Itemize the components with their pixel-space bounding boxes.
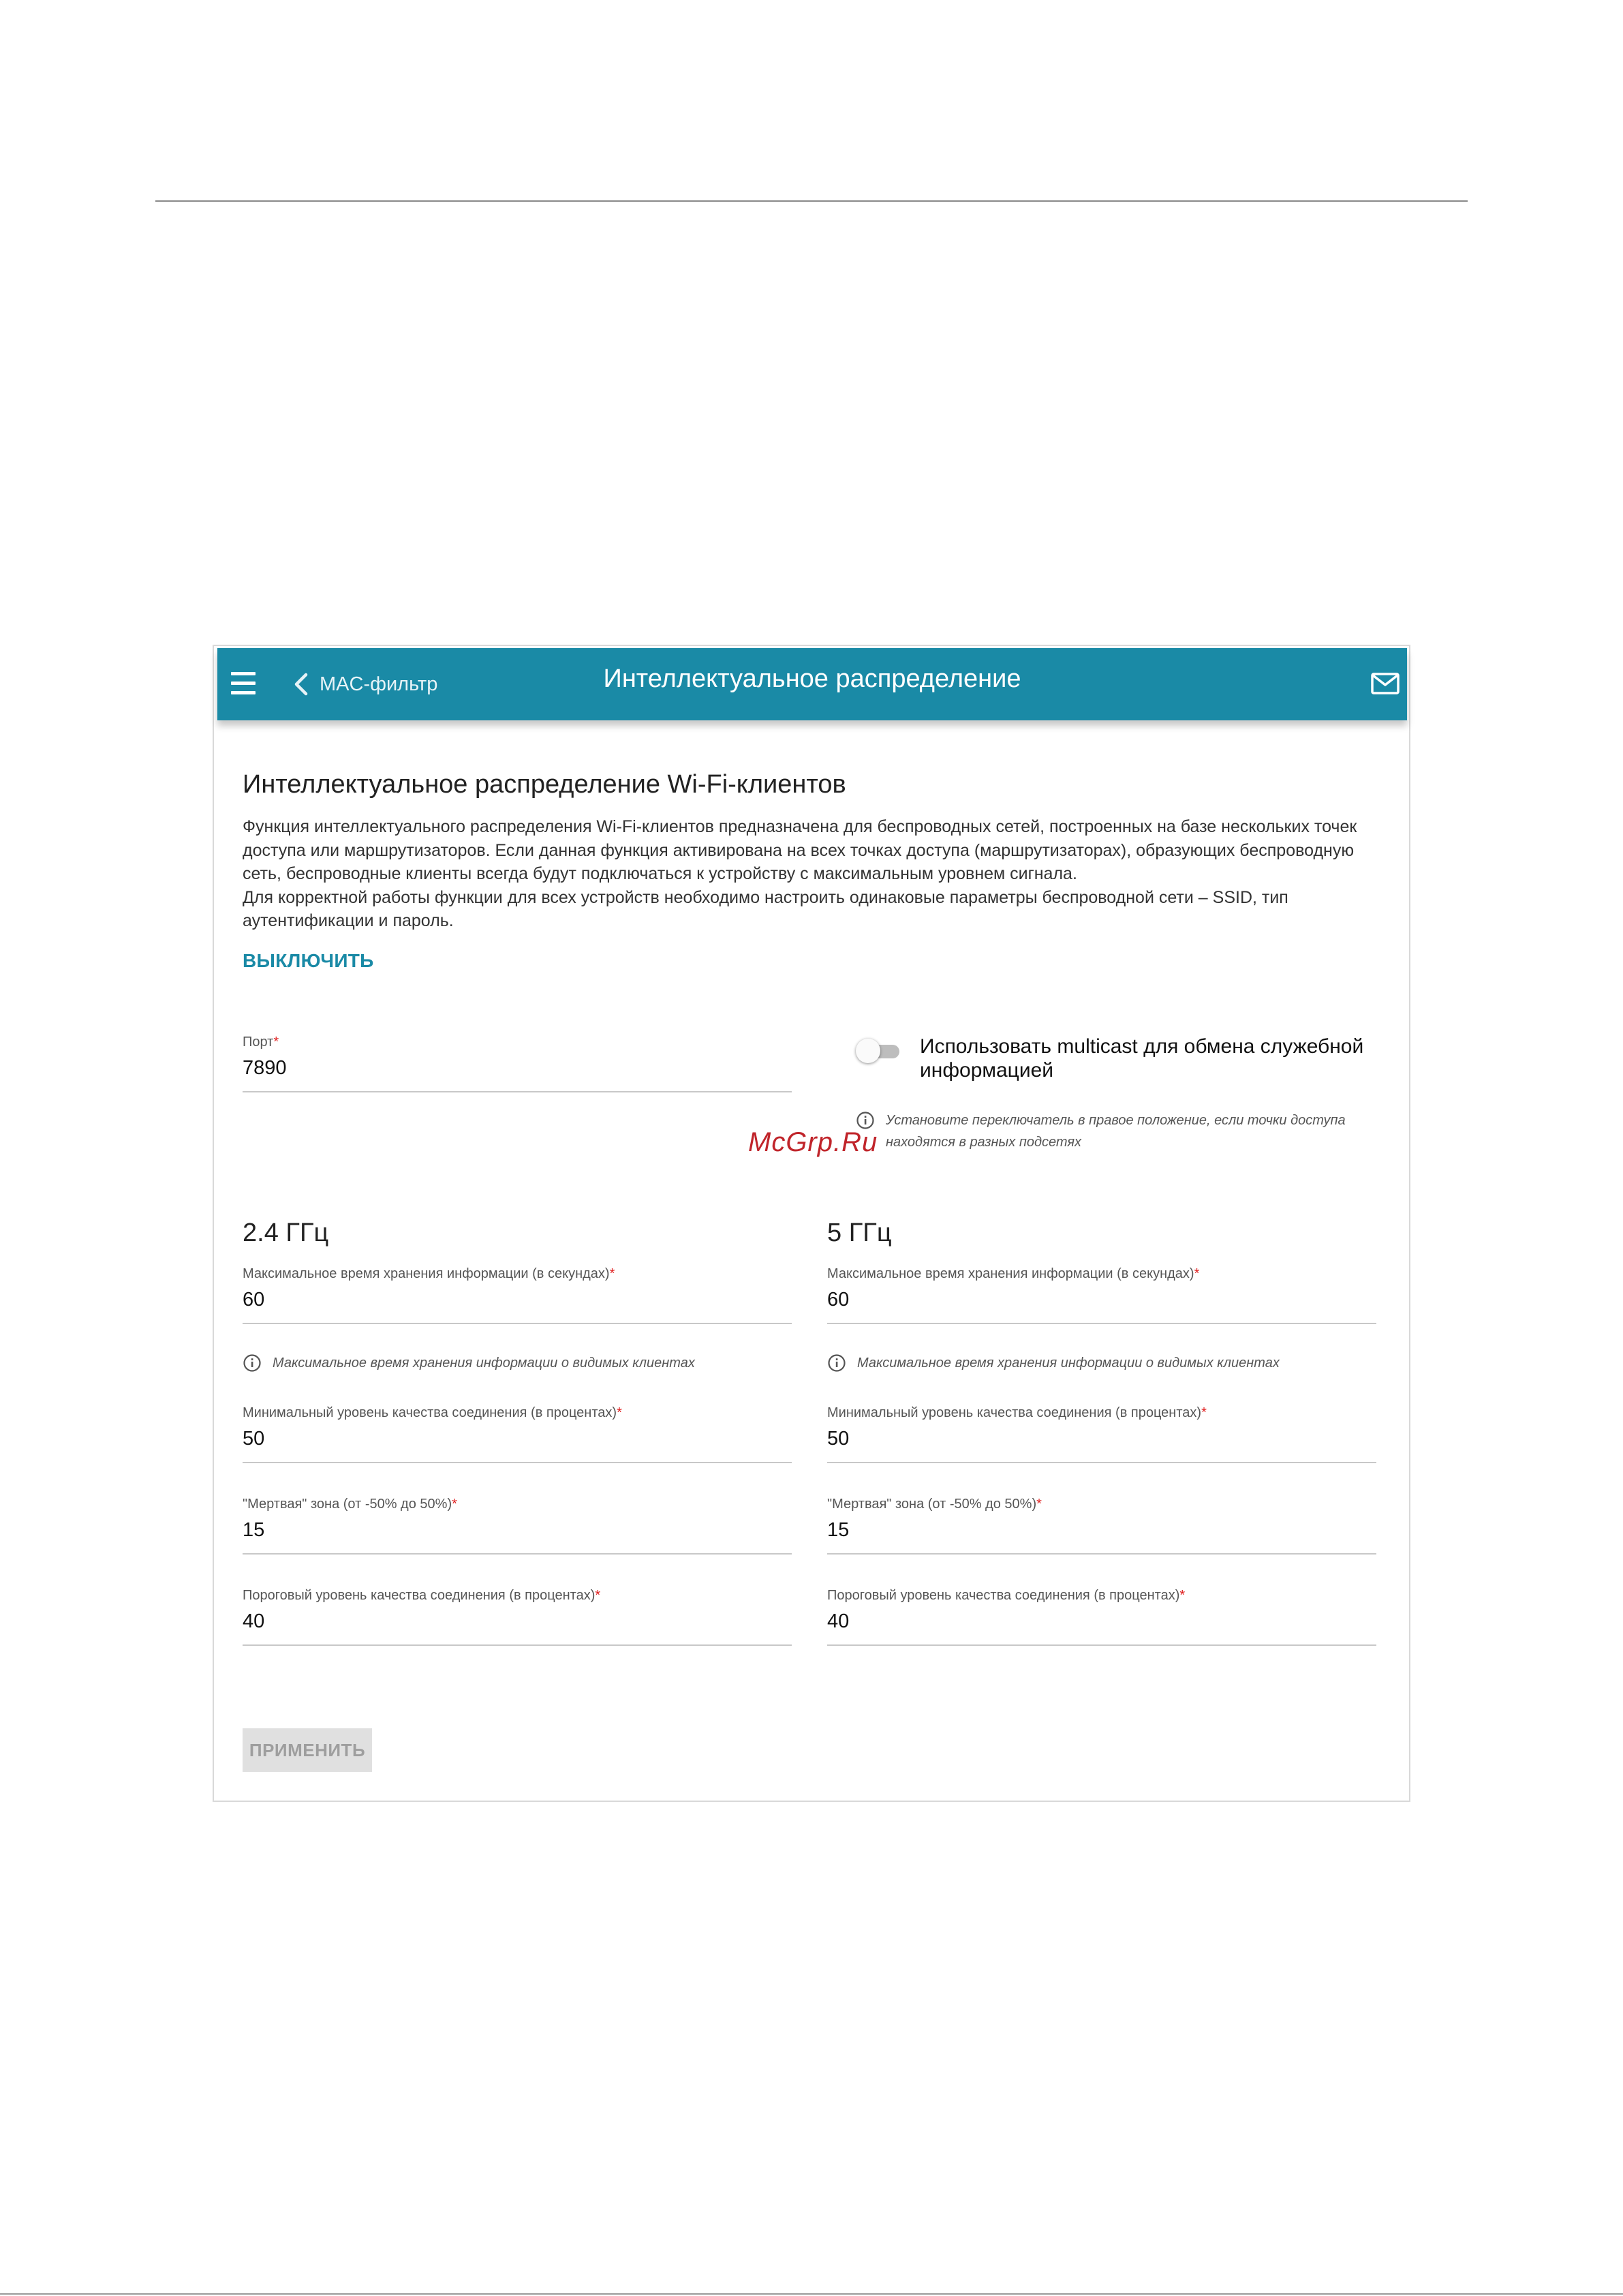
band-5-max-time-field[interactable]: Максимальное время хранения информации (в секундах)* 60 (827, 1266, 1376, 1324)
disable-function-link[interactable]: ВЫКЛЮЧИТЬ (243, 950, 374, 971)
description-paragraph: Для корректной работы функции для всех устройств необходимо настроить одинаковые параметры беспроводной сети – SSID, тип аутентификации и пароль. (243, 887, 1288, 930)
band-24-max-time-input[interactable]: 60 (243, 1289, 792, 1324)
band-24-min-quality-input[interactable]: 50 (243, 1428, 792, 1463)
page-footer-rule (0, 2293, 1623, 2295)
band-5-threshold-field[interactable]: Пороговый уровень качества соединения (в процентах)* 40 (827, 1588, 1376, 1646)
page-header-rule (155, 200, 1468, 202)
apply-button[interactable]: ПРИМЕНИТЬ (243, 1728, 372, 1772)
port-field[interactable] (243, 1035, 792, 1092)
description-paragraph: Функция интеллектуального распределения Wi-Fi-клиентов предназначена для беспроводных сетей, построенных на базе нескольких точек доступа или маршрутизаторов. Если данная функция активирована на всех точках доступа (маршрутизаторах), образующих беспроводную сеть, беспроводные клиенты всегда будут подключаться к устройству с максимальным уровнем сигнала. (243, 817, 1357, 883)
band-5-max-time-hint: Максимальное время хранения информации о видимых клиентах (827, 1352, 1376, 1374)
band-5-dead-zone-input[interactable]: 15 (827, 1519, 1376, 1555)
band-24-threshold-field[interactable]: Пороговый уровень качества соединения (в процентах)* 40 (243, 1588, 792, 1646)
section-heading: Интеллектуальное распределение Wi-Fi-клиентов (243, 770, 846, 799)
page-title: Интеллектуальное распределение (603, 664, 1021, 693)
band-5-min-quality-field[interactable]: Минимальный уровень качества соединения (в процентах)* 50 (827, 1405, 1376, 1463)
band-5-min-quality-input[interactable]: 50 (827, 1428, 1376, 1463)
band-24-dead-zone-field[interactable]: "Мертвая" зона (от -50% до 50%)* 15 (243, 1497, 792, 1555)
watermark: McGrp.Ru (748, 1127, 878, 1157)
back-link-label: MAC-фильтр (320, 673, 438, 695)
multicast-toggle[interactable] (856, 1039, 899, 1063)
multicast-row (856, 1035, 1390, 1082)
mail-icon[interactable] (1370, 670, 1400, 697)
section-description (243, 815, 1387, 933)
multicast-hint: Установите переключатель в правое положение, если точки доступа находятся в разных подсетях (856, 1109, 1387, 1153)
band-24-title: 2.4 ГГц (243, 1219, 329, 1247)
band-5-max-time-input[interactable]: 60 (827, 1289, 1376, 1324)
band-5-dead-zone-field[interactable]: "Мертвая" зона (от -50% до 50%)* 15 (827, 1497, 1376, 1555)
band-24-min-quality-field[interactable]: Минимальный уровень качества соединения (в процентах)* 50 (243, 1405, 792, 1463)
band-24-max-time-hint: Максимальное время хранения информации о видимых клиентах (243, 1352, 792, 1374)
info-icon (827, 1353, 846, 1373)
band-24-threshold-input[interactable]: 40 (243, 1610, 792, 1646)
info-icon (243, 1353, 262, 1373)
band-24-max-time-field[interactable]: Максимальное время хранения информации (в секундах)* 60 (243, 1266, 792, 1324)
router-settings-screenshot (213, 645, 1410, 1802)
band-5-threshold-input[interactable]: 40 (827, 1610, 1376, 1646)
top-bar (217, 648, 1407, 720)
band-24-dead-zone-input[interactable]: 15 (243, 1519, 792, 1555)
band-5-title: 5 ГГц (827, 1219, 892, 1247)
multicast-label: Использовать multicast для обмена служебной информацией (920, 1035, 1364, 1082)
port-label: Порт* (243, 1035, 279, 1050)
port-input[interactable]: 7890 (243, 1057, 792, 1092)
